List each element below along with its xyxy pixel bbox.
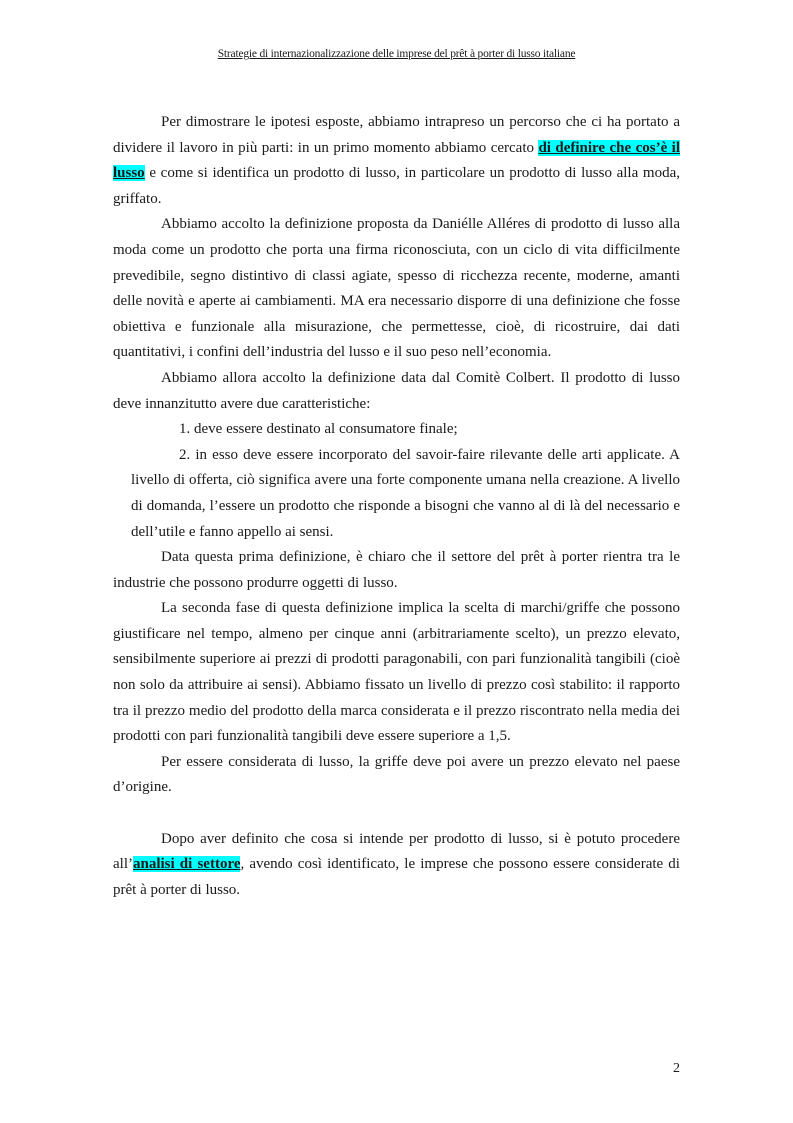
paragraph-3: Abbiamo allora accolto la definizione data dal Comitè Colbert. Il prodotto di lusso deve innanzitutto avere due caratteristiche:: [113, 369, 680, 412]
running-header: Strategie di internazionalizzazione delle imprese del prêt à porter di lusso italiane: [217, 48, 576, 60]
paragraph-7: [113, 827, 680, 904]
paragraph-6: Per essere considerata di lusso, la griffe deve poi avere un prezzo elevato nel paese d’origine.: [113, 753, 680, 796]
paragraph-1: [113, 110, 680, 212]
document-body: [113, 110, 680, 903]
list-item-1: 1. deve essere destinato al consumatore finale;: [179, 421, 458, 438]
paragraph-1-text: Per dimostrare le ipotesi esposte, abbiamo intrapreso un percorso che ci ha portato a dividere il lavoro in più parti: in un primo momento abbiamo cercato: [113, 114, 680, 156]
highlighted-link-definire-lusso[interactable]: di definire che cos’è il lusso: [113, 139, 680, 182]
highlighted-link-analisi-settore[interactable]: analisi di settore: [133, 856, 241, 873]
paragraph-1-text-end: e come si identifica un prodotto di lusso, in particolare un prodotto di lusso alla moda, griffato.: [113, 165, 680, 207]
paragraph-7-text: Dopo aver definito che cosa si intende per prodotto di lusso, si è potuto procedere all’: [113, 830, 680, 873]
paragraph-2: Abbiamo accolto la definizione proposta da Daniélle Alléres di prodotto di lusso alla moda come un prodotto che porta una firma riconosciuta, con un ciclo di vita difficilmente prevedibile, segno distintivo di classi agiate, spesso di ricchezza recente, moderne, amanti delle novità e aperte ai cambiamenti. MA era necessario disporre di una definizione che fosse obiettiva e funzionale alla misurazione, che permettesse, cioè, di ricostruire, dai dati quantitativi, i confini dell’industria del lusso e il suo peso nell’economia.: [113, 216, 680, 361]
paragraph-7-text-end: , avendo così identificato, le imprese che possono essere considerate di prêt à porter di lusso.: [113, 856, 680, 898]
paragraph-5: La seconda fase di questa definizione implica la scelta di marchi/griffe che possono giustificare nel tempo, almeno per cinque anni (arbitrariamente scelto), un prezzo elevato, sensibilmente superiore ai prezzi di prodotti paragonabili, con pari funzionalità tangibili (cioè non solo da attribuire ai sensi). Abbiamo fissato un livello di prezzo così stabilito: il rapporto tra il prezzo medio del prodotto della marca considerata e il prezzo riscontrato nella media dei prodotti con pari funzionalità tangibili deve essere superiore a 1,5.: [113, 600, 680, 745]
list-item-2: 2. in esso deve essere incorporato del savoir-faire rilevante delle arti applicate. A livello di offerta, ciò significa avere una forte componente umana nella creazione. A livello di domanda, l’essere un prodotto che risponde a bisogni che vanno al di là del necessario e dell’utile e fanno appello ai sensi.: [131, 446, 680, 540]
page-number: 2: [673, 1061, 680, 1076]
paragraph-4: Data questa prima definizione, è chiaro che il settore del prêt à porter rientra tra le industrie che possono produrre oggetti di lusso.: [113, 549, 680, 591]
